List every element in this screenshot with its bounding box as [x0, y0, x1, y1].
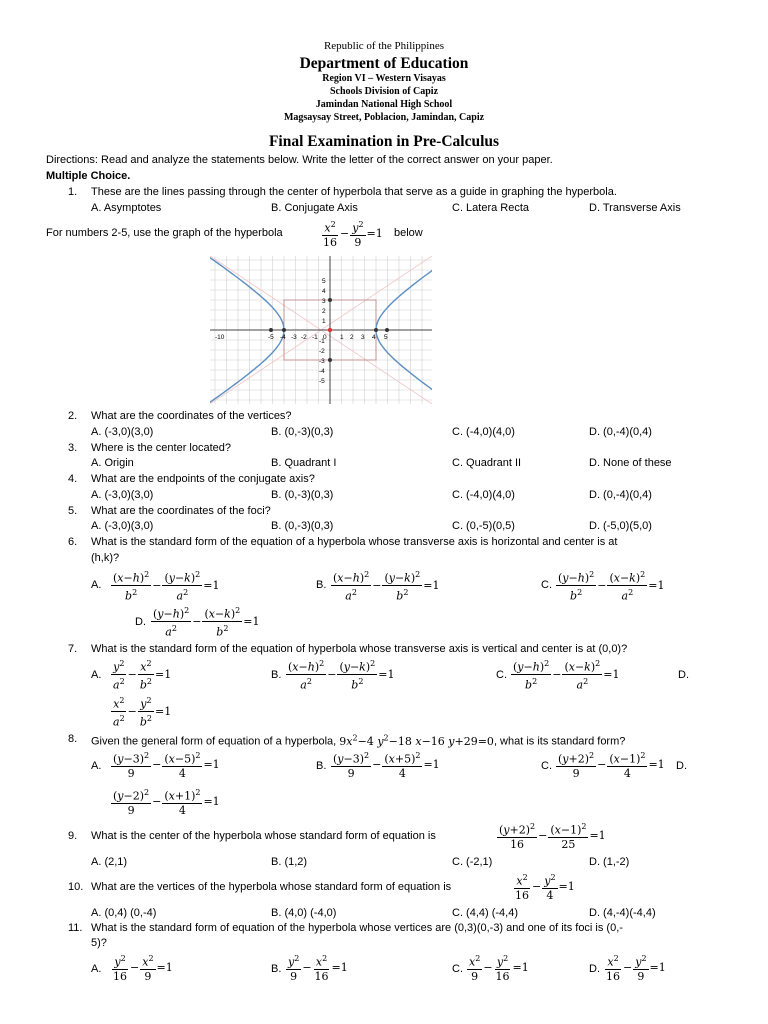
- y-tick-label: 4: [322, 288, 326, 295]
- y-tick-label: 2: [322, 308, 326, 315]
- option-c: C. (-2,1): [452, 856, 493, 868]
- question-text-continued: (h,k)?: [91, 552, 120, 564]
- option-b-label: B.: [271, 669, 282, 681]
- x-tick-label: 2: [350, 334, 354, 341]
- question-equation: $\frac{x^2}{16}$ − $\frac{y^2}{4}$ =1: [515, 873, 575, 902]
- question-text: What is the standard form of the equation of a hyperbola whose transverse axis is horizontal and center is at: [91, 536, 618, 548]
- question-text: What is the standard form of equation of the hyperbola whose vertices are (0,3)(0,-3) and one of its foci is (0,-: [91, 922, 623, 934]
- option-a-equation: $\frac{y^2}{16}$ − $\frac{x^2}{9}$ =1: [113, 954, 173, 983]
- school-line: Jamindan National High School: [315, 99, 453, 110]
- question-number: 4.: [68, 473, 78, 485]
- option-c-equation: $\frac{(y+2)^2}{9}$ − $\frac{(x-1)^2}{4}$ =1: [558, 751, 665, 780]
- exam-title: Final Examination in Pre-Calculus: [268, 133, 500, 150]
- option-d: D. Transverse Axis: [589, 202, 681, 214]
- y-tick-label: 3: [322, 298, 326, 305]
- option-b: B. (0,-3)(0,3): [271, 426, 334, 438]
- option-b-label: B.: [271, 963, 282, 975]
- x-tick-label: -10: [215, 334, 225, 341]
- option-a: A. (-3,0)(3,0): [91, 520, 154, 532]
- option-b: B. (4,0) (-4,0): [271, 907, 337, 919]
- option-c-equation: $\frac{(y-h)^2}{b^2}$ − $\frac{(x-k)^2}{a^2}$ =1: [513, 659, 620, 692]
- option-a-equation: $\frac{(y-3)^2}{9}$ − $\frac{(x-5)^2}{4}$ =1: [113, 751, 220, 780]
- question-text: These are the lines passing through the center of hyperbola that serve as a guide in graphing the hyperbola.: [91, 186, 617, 198]
- option-c-label: C.: [452, 963, 463, 975]
- option-c-equation: $\frac{(y-h)^2}{b^2}$ − $\frac{(x-k)^2}{a^2}$ =1: [558, 570, 665, 603]
- republic-line: Republic of the Philippines: [323, 40, 445, 52]
- option-c-label: C.: [541, 760, 552, 772]
- question-number: 11.: [68, 922, 83, 934]
- x-tick-label: -4: [280, 334, 286, 341]
- y-tick-label: 5: [322, 278, 326, 285]
- graph-intro-before: For numbers 2-5, use the graph of the hyperbola: [46, 227, 283, 239]
- option-a-label: A.: [91, 760, 102, 772]
- x-tick-label: 4: [372, 334, 376, 341]
- option-a: A. (0,4) (0,-4): [91, 907, 157, 919]
- focus-left: [269, 328, 273, 332]
- option-d-equation: $\frac{x^2}{a^2}$ − $\frac{y^2}{b^2}$ =1: [113, 696, 172, 729]
- question-number: 6.: [68, 536, 78, 548]
- hyperbola-graph: [210, 256, 432, 404]
- question-text: What is the standard form of the equation of hyperbola whose transverse axis is vertical and center is at (0,0)?: [91, 643, 628, 655]
- option-b-equation: $\frac{y^2}{9}$ − $\frac{x^2}{16}$ =1: [288, 954, 348, 983]
- option-d-equation: $\frac{(y-2)^2}{9}$ − $\frac{(x+1)^2}{4}$ =1: [113, 788, 220, 817]
- option-a: A. (2,1): [91, 856, 128, 868]
- option-b-equation: $\frac{(y-3)^2}{9}$ − $\frac{(x+5)^2}{4}$ =1: [333, 751, 440, 780]
- option-d: D. None of these: [589, 457, 672, 469]
- x-tick-label: -2: [301, 334, 307, 341]
- option-b: B. (0,-3)(0,3): [271, 489, 334, 501]
- option-b-equation: $\frac{(x-h)^2}{a^2}$ − $\frac{(y-k)^2}{b^2}$ =1: [333, 570, 440, 603]
- conjugate-bottom: [328, 358, 332, 362]
- directions: Directions: Read and analyze the statements below. Write the letter of the correct answer on your paper.: [46, 154, 553, 166]
- option-a: A. (-3,0)(3,0): [91, 426, 154, 438]
- question-text: Where is the center located?: [91, 442, 232, 454]
- question-text: What are the coordinates of the foci?: [91, 505, 271, 517]
- y-tick-label: -5: [319, 378, 325, 385]
- y-tick-label: -2: [319, 348, 325, 355]
- question-number: 8.: [68, 733, 78, 745]
- question-number: 10.: [68, 881, 84, 893]
- option-c-equation: $\frac{x^2}{9}$ − $\frac{y^2}{16}$ =1: [469, 954, 529, 983]
- option-b: B. Quadrant I: [271, 457, 337, 469]
- question-text-after: , what is its standard form?: [493, 735, 626, 748]
- y-tick-label: 1: [322, 318, 326, 325]
- option-b-equation: $\frac{(x-h)^2}{a^2}$ − $\frac{(y-k)^2}{b^2}$ =1: [288, 659, 395, 692]
- center-point: [328, 328, 332, 332]
- option-a-equation: $\frac{y^2}{a^2}$ − $\frac{x^2}{b^2}$ =1: [113, 659, 172, 692]
- focus-right: [385, 328, 389, 332]
- x-tick-label: -5: [268, 334, 274, 341]
- x-tick-label: 1: [340, 334, 344, 341]
- question-text: What are the coordinates of the vertices?: [91, 410, 292, 422]
- question-equation: $\frac{(y+2)^2}{16}$ − $\frac{(x-1)^2}{25}$ =1: [499, 822, 606, 851]
- question-number: 5.: [68, 505, 78, 517]
- question-number: 9.: [68, 830, 78, 842]
- y-tick-label: -3: [319, 358, 325, 365]
- x-tick-label: -3: [291, 334, 297, 341]
- option-d: D. (1,-2): [589, 856, 630, 868]
- vertex-left: [282, 328, 286, 332]
- question-text: What are the vertices of the hyperbola whose standard form of equation is: [91, 881, 452, 893]
- option-c: C. Latera Recta: [452, 202, 530, 214]
- address-line: Magsaysay Street, Poblacion, Jamindan, Capiz: [283, 112, 485, 123]
- option-c-label: C.: [496, 669, 507, 681]
- x-tick-label: 3: [361, 334, 365, 341]
- y-tick-label: -4: [319, 368, 325, 375]
- option-d-label: D.: [676, 760, 687, 772]
- division-line: Schools Division of Capiz: [329, 86, 439, 97]
- option-c: C. (-4,0)(4,0): [452, 489, 515, 501]
- option-b-label: B.: [316, 579, 327, 591]
- x-tick-label: 5: [384, 334, 388, 341]
- vertex-right: [374, 328, 378, 332]
- option-c: C. Quadrant II: [452, 457, 522, 469]
- question-number: 3.: [68, 442, 78, 454]
- question-text: [91, 733, 625, 748]
- question-text: What are the endpoints of the conjugate axis?: [91, 473, 315, 485]
- graph-intro: [46, 227, 283, 239]
- option-b: B. (1,2): [271, 856, 308, 868]
- question-number: 2.: [68, 410, 78, 422]
- section-title: Multiple Choice.: [46, 170, 131, 182]
- option-c: C. (0,-5)(0,5): [452, 520, 515, 532]
- option-b-label: B.: [316, 760, 327, 772]
- option-c: C. (-4,0)(4,0): [452, 426, 515, 438]
- option-d-equation: $\frac{x^2}{16}$ − $\frac{y^2}{9}$ =1: [606, 954, 666, 983]
- y-tick-label: -1: [319, 338, 325, 345]
- option-a-equation: $\frac{(x-h)^2}{b^2}$ − $\frac{(y-k)^2}{a^2}$ =1: [113, 570, 220, 603]
- region-line: Region VI – Western Visayas: [322, 73, 446, 84]
- graph-equation: $\frac{x^2}{16}$ − $\frac{y^2}{9}$ =1: [323, 220, 383, 249]
- option-d-label: D.: [589, 963, 600, 975]
- option-a: A. (-3,0)(3,0): [91, 489, 154, 501]
- option-b: B. Conjugate Axis: [271, 202, 358, 214]
- option-d: D. (-5,0)(5,0): [589, 520, 652, 532]
- x-tick-label: 0: [323, 334, 327, 341]
- general-equation: $9x^2-4$ $y^2-18$ x−16 y+29=0: [339, 733, 494, 748]
- question-number: 7.: [68, 643, 78, 655]
- question-number: 1.: [68, 186, 78, 198]
- question-text: What is the center of the hyperbola whose standard form of equation is: [91, 830, 436, 842]
- option-d: D. (0,-4)(0,4): [589, 426, 652, 438]
- question-text-before: Given the general form of equation of a hyperbola,: [91, 735, 337, 748]
- option-d: D. (4,-4)(-4,4): [589, 907, 656, 919]
- option-c: C. (4,4) (-4,4): [452, 907, 519, 919]
- conjugate-top: [328, 298, 332, 302]
- option-a-label: A.: [91, 669, 102, 681]
- option-b: B. (0,-3)(0,3): [271, 520, 334, 532]
- x-tick-label: -1: [312, 334, 318, 341]
- option-d-label: D.: [678, 669, 689, 681]
- option-a-label: A.: [91, 963, 102, 975]
- question-text-continued: 5)?: [91, 937, 107, 949]
- option-c-label: C.: [541, 579, 552, 591]
- option-d-equation: $\frac{(y-h)^2}{a^2}$ − $\frac{(x-k)^2}{b^2}$ =1: [153, 606, 260, 639]
- option-d: D. (0,-4)(0,4): [589, 489, 652, 501]
- department-line: Department of Education: [299, 55, 469, 72]
- graph-intro-after: below: [394, 227, 423, 239]
- option-a: A. Asymptotes: [91, 202, 162, 214]
- option-a: A. Origin: [91, 457, 134, 469]
- option-d-label: D.: [135, 616, 146, 628]
- option-a-label: A.: [91, 579, 102, 591]
